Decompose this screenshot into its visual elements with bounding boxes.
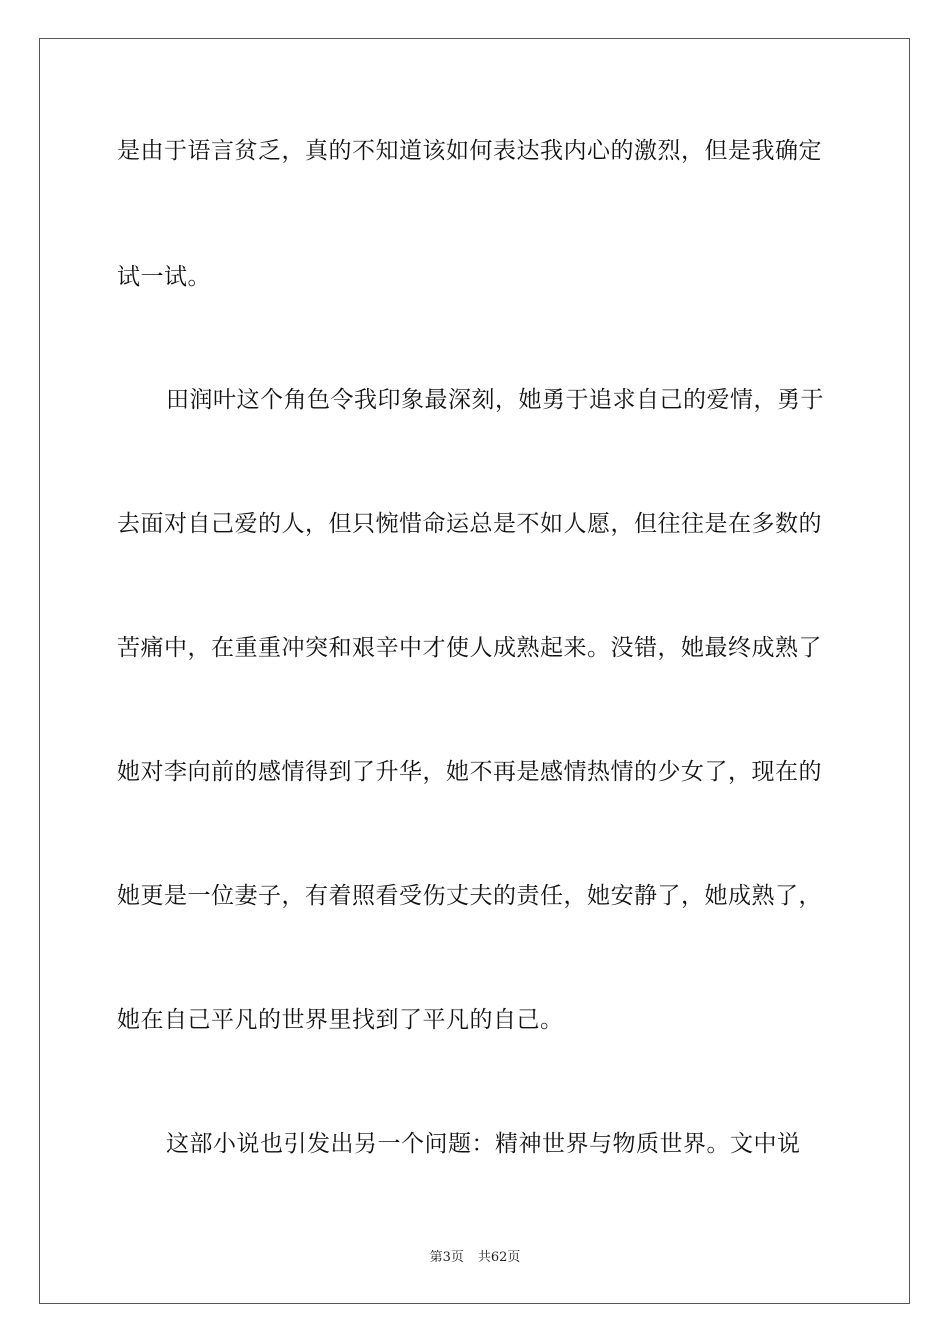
text-line: 试一试。 bbox=[117, 264, 211, 290]
page-footer bbox=[0, 1246, 950, 1265]
text-line: 她更是一位妻子，有着照看受伤丈夫的责任，她安静了，她成熟了， bbox=[117, 883, 822, 909]
text-line: 是由于语言贫乏，真的不知道该如何表达我内心的激烈，但是我确定 bbox=[117, 138, 822, 164]
text-line: 她对李向前的感情得到了升华，她不再是感情热情的少女了，现在的 bbox=[117, 759, 822, 785]
page-frame bbox=[39, 38, 910, 1304]
text-line: 苦痛中，在重重冲突和艰辛中才使人成熟起来。没错，她最终成熟了 bbox=[117, 635, 822, 661]
total-pages: 共62页 bbox=[477, 1250, 521, 1265]
paragraph-start-line: 这部小说也引发出另一个问题：精神世界与物质世界。文中说 bbox=[166, 1131, 801, 1157]
paragraph-start-line: 田润叶这个角色令我印象最深刻，她勇于追求自己的爱情，勇于 bbox=[166, 387, 824, 413]
text-line: 去面对自己爱的人，但只惋惜命运总是不如人愿，但往往是在多数的 bbox=[117, 511, 822, 537]
text-line: 她在自己平凡的世界里找到了平凡的自己。 bbox=[117, 1007, 564, 1033]
page-number: 第3页 bbox=[429, 1250, 464, 1265]
